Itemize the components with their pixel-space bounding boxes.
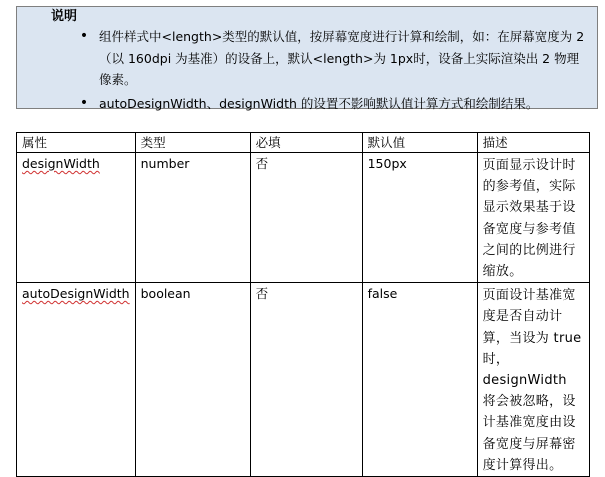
cell-required: 否 <box>250 283 362 477</box>
cell-type: boolean <box>135 283 250 477</box>
cell-name <box>17 153 136 283</box>
table-row <box>17 283 590 477</box>
cell-type: number <box>135 153 250 283</box>
cell-default: 150px <box>362 153 477 283</box>
cell-default: false <box>362 283 477 477</box>
header-required: 必填 <box>250 133 362 153</box>
bullet-icon: • <box>79 28 89 44</box>
note-item <box>17 93 589 114</box>
table-row <box>17 153 590 283</box>
bullet-icon: • <box>79 95 89 111</box>
note-list <box>17 26 589 114</box>
cell-required: 否 <box>250 153 362 283</box>
attributes-table <box>16 132 590 477</box>
note-box <box>16 6 598 109</box>
note-item-text: autoDesignWidth、designWidth 的设置不影响默认值计算方式和绘制结果。 <box>99 96 539 111</box>
attribute-name: designWidth <box>22 156 100 171</box>
cell-description: 页面显示设计时的参考值，实际显示效果基于设备宽度与参考值之间的比例进行缩放。 <box>477 153 589 283</box>
header-attribute: 属性 <box>17 133 136 153</box>
note-title: 说明 <box>51 9 78 24</box>
header-description: 描述 <box>477 133 589 153</box>
attribute-name: autoDesignWidth <box>22 286 130 302</box>
note-item-text: 组件样式中<length>类型的默认值，按屏幕宽度进行计算和绘制，如：在屏幕宽度为 2（以 160dpi 为基准）的设备上，默认<length>为 1px时，设备上实际渲染出 2 物理像素。 <box>99 29 585 87</box>
cell-description: 页面设计基准宽度是否自动计算，当设为 true 时，designWidth 将会被忽略，设计基准宽度由设备宽度与屏幕密度计算得出。 <box>477 283 589 477</box>
table-header-row <box>17 133 590 153</box>
header-type: 类型 <box>135 133 250 153</box>
header-default: 默认值 <box>362 133 477 153</box>
note-item <box>17 26 589 91</box>
cell-name <box>17 283 136 477</box>
